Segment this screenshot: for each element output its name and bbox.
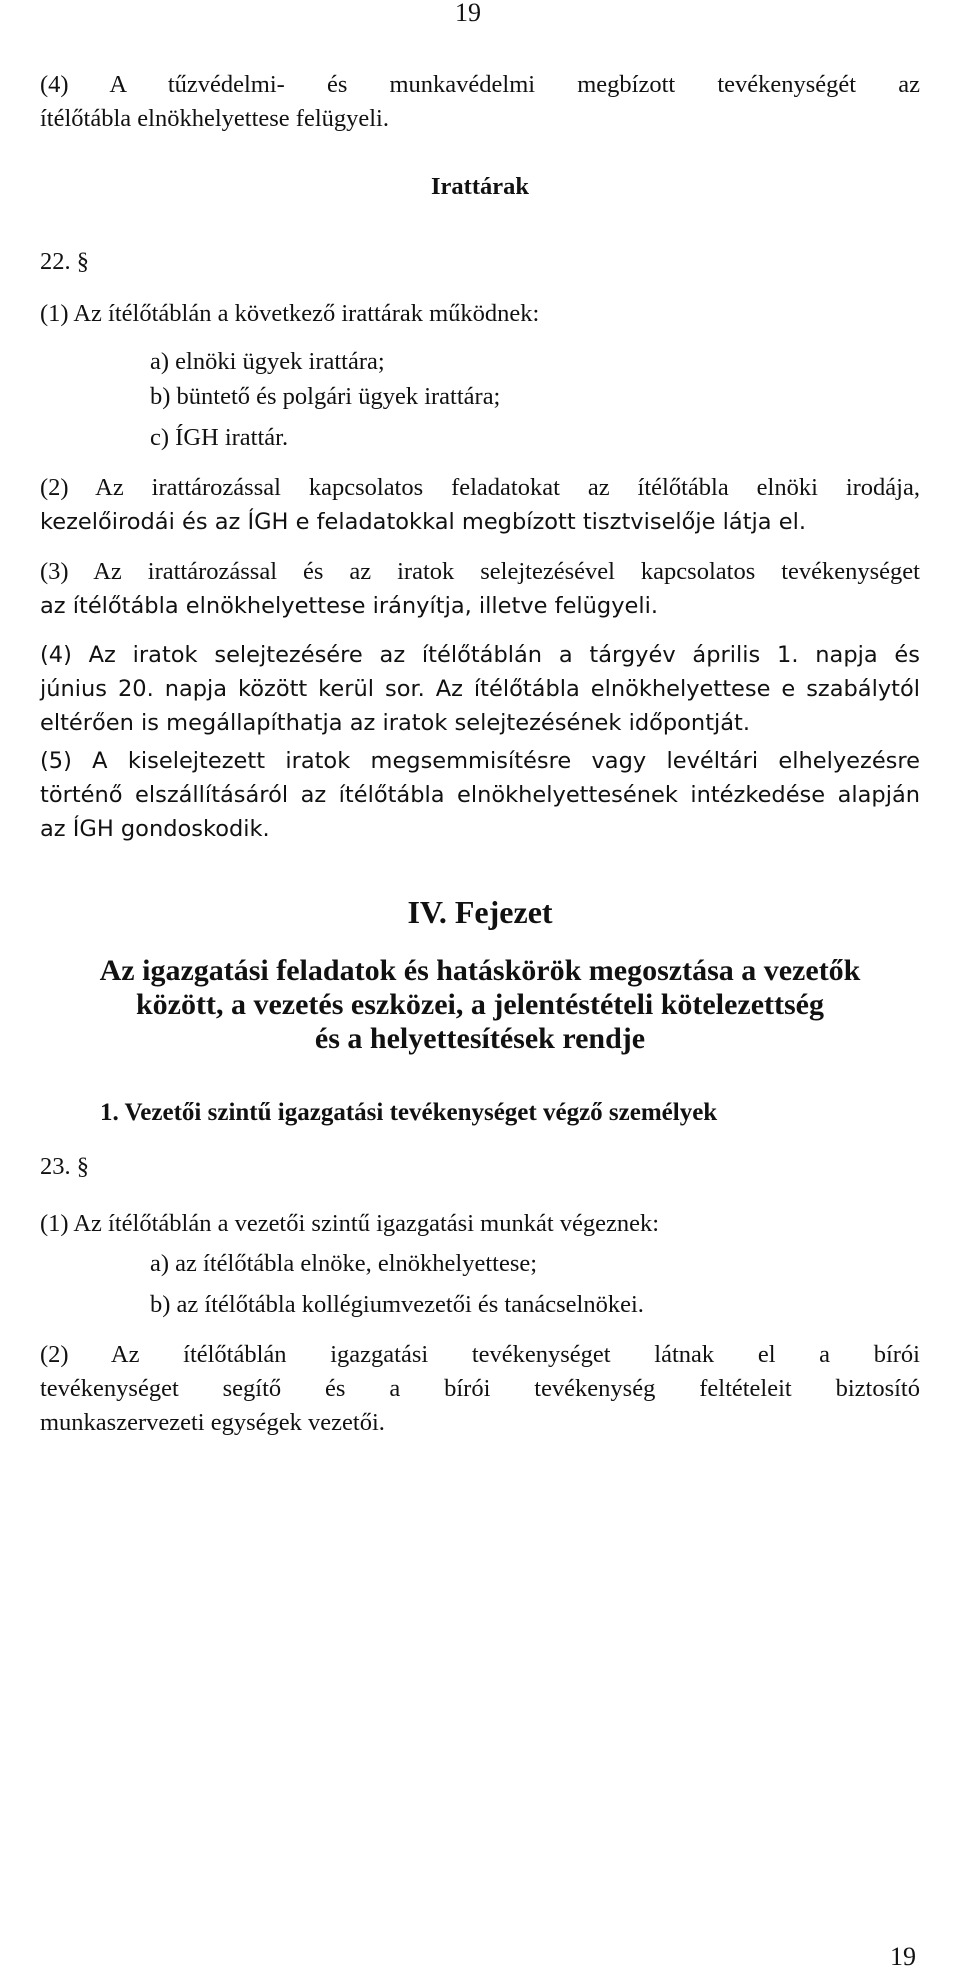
paragraph-line: június 20. napja között kerül sor. Az ítélőtábla elnökhelyettese e szabálytól [40, 676, 920, 702]
chapter-title-line: Az igazgatási feladatok és hatáskörök megosztása a vezetők [99, 954, 861, 987]
paragraph-3 [40, 555, 920, 623]
paragraph-line: (4) Az iratok selejtezésére az ítélőtáblán a tárgyév április 1. napja és [40, 642, 920, 668]
paragraph-2 [40, 471, 920, 539]
chapter-title-line: és a helyettesítések rendje [314, 1022, 646, 1055]
paragraph-2 [40, 1338, 920, 1440]
paragraph-1-intro: (1) Az ítélőtáblán a vezetői szintű igazgatási munkát végeznek: [40, 1210, 660, 1237]
paragraph-number-23: 23. § [40, 1153, 89, 1180]
chapter-title-line: között, a vezetés eszközei, a jelentéstételi kötelezettség [135, 988, 824, 1021]
page-number-top: 19 [455, 0, 481, 27]
list-item-b: b) az ítélőtábla kollégiumvezetői és tanácselnökei. [150, 1291, 644, 1318]
paragraph-5 [40, 744, 920, 846]
page-number-bottom: 19 [890, 1942, 916, 1971]
paragraph-line: munkaszervezeti egységek vezetői. [40, 1409, 385, 1436]
list-item-a: a) az ítélőtábla elnöke, elnökhelyettese; [150, 1250, 538, 1277]
paragraph-line: (5) A kiselejtezett iratok megsemmisítésre vagy levéltári elhelyezésre [40, 748, 920, 774]
subsection-title: 1. Vezetői szintű igazgatási tevékenységet végző személyek [100, 1099, 718, 1126]
paragraph-4 [40, 638, 920, 740]
list-item-c: c) ÍGH irattár. [150, 424, 289, 451]
paragraph-line: ítélőtábla elnökhelyettese felügyeli. [40, 105, 389, 132]
paragraph-line: tevékenységet segítő és a bírói tevékenység feltételeit biztosító [40, 1375, 920, 1402]
paragraph-line: az ítélőtábla elnökhelyettese irányítja, illetve felügyeli. [40, 593, 659, 619]
paragraph-line: (3) Az irattározással és az iratok selejtezésével kapcsolatos tevékenységet [40, 558, 920, 585]
paragraph-fire-safety [40, 68, 920, 136]
chapter-label: IV. Fejezet [407, 894, 553, 930]
paragraph-number-22: 22. § [40, 248, 89, 275]
paragraph-line: (2) Az ítélőtáblán igazgatási tevékenységet látnak el a bírói [40, 1341, 920, 1368]
paragraph-line: az ÍGH gondoskodik. [40, 816, 270, 842]
paragraph-line: történő elszállításáról az ítélőtábla elnökhelyettesének intézkedése alapján [40, 782, 920, 808]
list-item-b: b) büntető és polgári ügyek irattára; [150, 383, 501, 410]
list-item-a: a) elnöki ügyek irattára; [150, 348, 385, 375]
paragraph-line: (4) A tűzvédelmi- és munkavédelmi megbízott tevékenységét az [40, 71, 920, 98]
paragraph-line: (2) Az irattározással kapcsolatos feladatokat az ítélőtábla elnöki irodája, [40, 474, 920, 501]
section-title-irattarak: Irattárak [431, 173, 529, 200]
paragraph-line: eltérően is megállapíthatja az iratok selejtezésének időpontját. [40, 710, 751, 736]
paragraph-1-intro: (1) Az ítélőtáblán a következő irattárak működnek: [40, 300, 540, 327]
paragraph-line: kezelőirodái és az ÍGH e feladatokkal megbízott tisztviselője látja el. [40, 509, 806, 535]
